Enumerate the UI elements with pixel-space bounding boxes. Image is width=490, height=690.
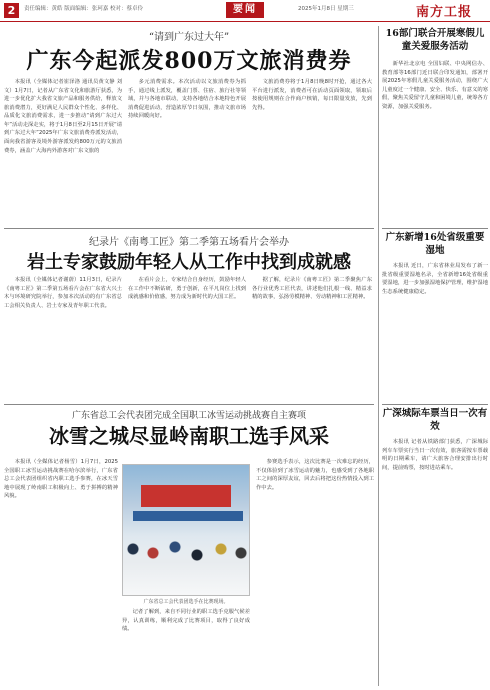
photo-banner	[141, 485, 231, 507]
article-1-column-3: 文旅消费券将于1月8日晚8时开抢，通过各大平台进行派发，消费者可在活动页面领取，领取后按使用规则在合作商户核销，每日限量发放，先到先得。	[252, 79, 372, 111]
right-article-3-headline: 广深城际车票当日一次有效	[382, 408, 488, 432]
article-3-column-1: 本报讯（全媒体记者杨雪）1月7日，2025全国职工冰雪运动挑战赛在哈尔滨举行，广东省总工会代表团组织省内职工选手参赛，在冰天雪地中展现了岭南职工积极向上、勇于拼搏的精神风貌。	[4, 459, 118, 500]
page-number: 2	[4, 3, 19, 18]
right-article-1-headline: 16部门联合开展寒假儿童关爱服务活动	[385, 28, 485, 52]
article-3-headline: 冰雪之城尽显岭南职工选手风采	[49, 424, 329, 448]
article-divider	[4, 228, 374, 229]
article-divider	[382, 404, 488, 405]
article-divider	[4, 404, 374, 405]
article-3-column-2: 记者了解到，来自不同行业的职工选手克服气候差异，认真训练，顺利完成了比赛项目，取得了良好成绩。	[122, 609, 250, 633]
article-1-column-2: 多元消费需求。本次活动以文旅消费券为抓手，通过线上派发，覆盖门票、住宿、旅行社等领域，并与各地市联动，支持各地结合本地特色开展消费促进活动，营造浓厚节日氛围，推动文旅市场持续回暖向好。	[128, 79, 246, 120]
photo-caption: 广东省总工会代表团选手在比赛现场。	[143, 599, 229, 605]
article-1-headline: 广东今起派发800万文旅消费券	[26, 48, 352, 74]
article-2-column-2: 在看片会上，专家结合自身经历，鼓励年轻人在工作中不断钻研，勇于创新，在平凡岗位上找到成就感和价值感，努力成为新时代的大国工匠。	[128, 277, 246, 301]
article-1-column-1: 本报讯（全媒体记者崔泽洛 通讯员黄文静 刘文）1月7日，记者从广东省文化和旅游厅获悉，为进一步优化扩大我省文旅产品和服务供给，释放文旅消费潜力，更好满足人民群众个性化、多样化、品质化文旅消费需求，进一步推动“请到广东过大年”活动走深走实，将于1月8日至2月15日开展“请到广东过大年”2025年广东文旅消费券派发活动，面向我省游客及境外游客派发约800万元的文旅消费券，涵盖广大海内外游客对广东文旅的	[4, 79, 122, 154]
article-divider	[382, 228, 488, 229]
article-3-kicker: 广东省总工会代表团完成全国职工冰雪运动挑战赛自主赛项	[71, 411, 306, 421]
photo-banner	[133, 511, 243, 521]
right-article-2-headline: 广东新增16处省级重要湿地	[385, 232, 485, 256]
column-divider	[378, 26, 379, 686]
article-3-column-3: 参赛选手表示，这次比赛是一次难忘的经历，不仅体验到了冰雪运动的魅力，也感受到了各地职工之间的深厚友谊，回去后将把这份热情投入到工作中去。	[256, 459, 374, 491]
right-article-3-body: 本报讯 记者从铁路部门获悉，广深城际列车车票实行当日一次有效，旅客需按车票载明的日期乘车，请广大旅客合理安排出行时间，提前购票，按时进站乘车。	[382, 439, 488, 471]
article-1-kicker: “请到广东过大年”	[148, 32, 230, 43]
section-tag: 要闻	[226, 2, 264, 18]
article-2-kicker: 纪录片《南粤工匠》第二季第五场看片会举办	[89, 237, 289, 248]
issue-date: 2025年1月8日 星期三	[298, 6, 354, 12]
masthead	[0, 0, 490, 22]
article-2-column-3: 据了解，纪录片《南粤工匠》第二季聚焦广东各行业优秀工匠代表，讲述他们扎根一线、精益求精的故事，弘扬劳模精神、劳动精神和工匠精神。	[252, 277, 372, 301]
photo-crowd	[123, 539, 250, 596]
right-article-2-body: 本报讯 近日，广东省林业局发布了新一批省级重要湿地名录，全省新增16处省级重要湿地，进一步加强湿地保护管理，维护湿地生态系统健康稳定。	[382, 263, 488, 295]
article-2-headline: 岩土专家鼓励年轻人从工作中找到成就感	[27, 252, 351, 273]
article-2-column-1: 本报讯（全媒体记者谢蔚）11月3日，纪录片《南粤工匠》第二季第五场看片会在广东省大兴土木与环境研究院举行，参加本次活动的有广东省总工会相关负责人、岩土专家及青年职工代表。	[4, 277, 122, 309]
ice-snow-event-photo	[122, 464, 250, 596]
newspaper-logo: 南方工报	[416, 5, 473, 20]
editor-credits: 责任编辑：黄皓 版面编辑：张珂嘉 校对：蔡卓伶	[24, 6, 143, 12]
right-article-1-body: 新华社北京电 全国妇联、中央网信办、教育部等16部门近日联合印发通知，部署开展2025年寒假儿童关爱服务活动，围绕广大儿童度过一个健康、安全、快乐、有意义的寒假，聚焦关爱留守儿童和困境儿童，统筹各方资源，加强关爱服务。	[382, 61, 488, 110]
